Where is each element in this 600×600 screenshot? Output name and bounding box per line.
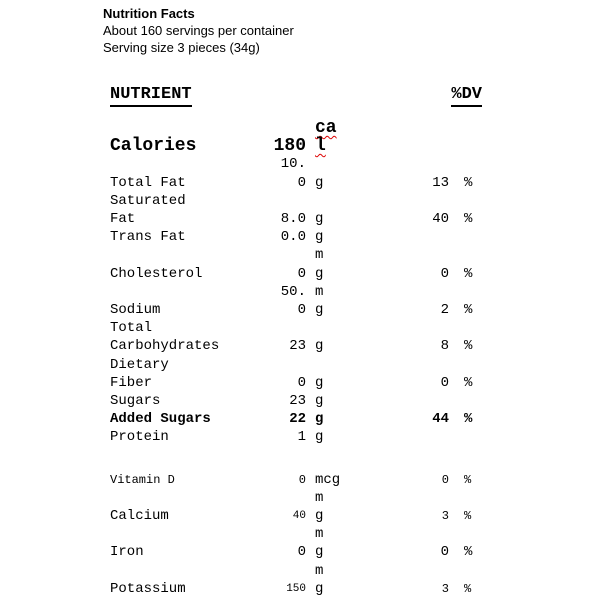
nutrient-name-cell (110, 319, 270, 355)
nutrient-table (110, 86, 482, 598)
percent-sign-text: % (464, 509, 472, 524)
percent-sign-cell (464, 265, 482, 283)
dv-cell (357, 337, 449, 355)
column-dv-header: %DV (451, 86, 482, 107)
percent-sign-text: % (464, 338, 473, 355)
amount-cell-text: 50. (280, 283, 306, 300)
dv-cell (357, 471, 449, 489)
amount-cell-text: 0.0 (280, 229, 306, 246)
nutrient-name-cell (110, 392, 270, 410)
amount-cell-text: 0 (297, 374, 306, 391)
nutrient-name-cell (110, 580, 270, 598)
percent-sign-cell (464, 580, 482, 598)
percent-sign-cell (464, 210, 482, 228)
dv-cell (357, 301, 449, 319)
dv-cell (357, 580, 449, 598)
nutrient-name-cell-text: Dietary (110, 356, 169, 373)
percent-sign-cell (464, 337, 482, 355)
nutrient-name-cell-text: Total Fat (110, 174, 186, 191)
percent-sign-text: % (464, 374, 473, 391)
unit-cell-text: mcg (315, 471, 341, 488)
unit-cell (315, 392, 357, 410)
amount-cell (270, 392, 306, 410)
nutrient-name-cell-text: Sugars (110, 393, 161, 410)
nutrient-name-cell-text: Total (110, 320, 153, 337)
amount-cell-text: 0 (297, 302, 306, 319)
unit-cell-text: l (315, 136, 326, 157)
nutrient-name-cell (110, 137, 270, 155)
serving-size-line: Serving size 3 pieces (34g) (103, 40, 260, 55)
amount-cell-text: 0 (297, 265, 306, 282)
amount-cell-text: 0 (297, 544, 306, 561)
amount-cell (270, 210, 306, 228)
table-row (110, 192, 482, 228)
unit-cell (315, 410, 357, 428)
unit-cell (315, 174, 357, 192)
unit-cell-text: g (315, 174, 324, 191)
nutrient-name-cell (110, 543, 270, 561)
percent-sign-text: % (464, 544, 473, 561)
doc-header (0, 0, 600, 56)
nutrient-name-cell-text: Fat (110, 211, 136, 228)
percent-sign-cell (464, 410, 482, 428)
percent-sign-cell (464, 374, 482, 392)
dv-cell (357, 410, 449, 428)
nutrient-name-cell (110, 192, 270, 228)
nutrient-name-cell-text: Fiber (110, 374, 153, 391)
table-row (110, 562, 482, 598)
percent-sign-text: % (464, 265, 473, 282)
nutrient-name-cell (110, 301, 270, 319)
dv-cell-text: 2 (440, 302, 449, 319)
nutrient-name-cell-text: Saturated (110, 192, 186, 209)
nutrient-name-cell-text: Potassium (110, 580, 186, 597)
unit-cell (315, 283, 357, 319)
amount-cell-text: 10. (280, 156, 306, 173)
amount-cell-text: 180 (273, 136, 306, 157)
amount-cell (270, 283, 306, 319)
table-row (110, 356, 482, 392)
unit-cell (315, 337, 357, 355)
dv-cell-text: 8 (440, 338, 449, 355)
nutrient-name-cell-text: Iron (110, 544, 144, 561)
dv-cell-text: 3 (441, 581, 449, 596)
table-row (110, 525, 482, 561)
unit-cell (315, 246, 357, 282)
nutrient-name-cell (110, 410, 270, 428)
unit-cell (315, 428, 357, 446)
nutrient-name-cell-text: Protein (110, 429, 169, 446)
dv-cell (357, 265, 449, 283)
percent-sign-cell (464, 543, 482, 561)
nutrient-name-cell-text: Added Sugars (110, 411, 211, 428)
table-row (110, 471, 482, 489)
amount-cell-text: 8.0 (280, 211, 306, 228)
unit-cell (315, 525, 357, 561)
percent-sign-text: % (464, 581, 472, 596)
dv-cell (357, 210, 449, 228)
unit-cell (315, 210, 357, 228)
nutrient-name-cell-text: Carbohydrates (110, 338, 220, 355)
table-row (110, 410, 482, 428)
amount-cell-text: 1 (297, 429, 306, 446)
table-header-row (110, 86, 482, 107)
amount-cell-text: 40 (292, 510, 306, 523)
percent-sign-cell (464, 174, 482, 192)
nutrient-name-cell-text: Sodium (110, 302, 161, 319)
amount-cell-text: 23 (289, 393, 306, 410)
unit-cell-text: g (315, 429, 324, 446)
unit-cell-text: m (315, 562, 324, 579)
dv-cell (357, 507, 449, 525)
table-row (110, 155, 482, 191)
amount-cell-text: 22 (289, 411, 306, 428)
percent-sign-text: % (464, 174, 473, 191)
unit-cell-text: g (315, 211, 324, 228)
amount-cell-text: 0 (297, 174, 306, 191)
amount-cell (270, 337, 306, 355)
unit-cell-text: m (315, 526, 324, 543)
unit-cell (315, 471, 357, 489)
nutrient-name-cell (110, 471, 270, 489)
table-row (110, 489, 482, 525)
unit-cell-text: m (315, 283, 324, 300)
amount-cell (270, 580, 306, 598)
amount-cell (270, 471, 306, 489)
table-row (110, 283, 482, 319)
amount-cell (270, 543, 306, 561)
percent-sign-text: % (464, 472, 472, 487)
nutrient-table-body (110, 119, 482, 598)
table-row (110, 392, 482, 410)
dv-cell (357, 374, 449, 392)
amount-cell (270, 265, 306, 283)
amount-cell (270, 428, 306, 446)
amount-cell (270, 137, 306, 155)
dv-cell (357, 543, 449, 561)
nutrient-name-cell-text: Calcium (110, 508, 169, 525)
nutrient-name-cell-text: Trans Fat (110, 229, 186, 246)
amount-cell (270, 507, 306, 525)
unit-cell-text: g (315, 411, 324, 428)
amount-cell-text: 23 (289, 338, 306, 355)
amount-cell (270, 228, 306, 246)
nutrient-name-cell (110, 356, 270, 392)
column-nutrient-header: NUTRIENT (110, 86, 192, 107)
servings-per-container-line: About 160 servings per container (103, 23, 294, 38)
dv-cell-text: 0 (440, 544, 449, 561)
amount-cell (270, 410, 306, 428)
percent-sign-text: % (464, 411, 473, 428)
unit-cell (315, 374, 357, 392)
table-row (110, 119, 482, 155)
nutrient-name-cell (110, 174, 270, 192)
percent-sign-cell (464, 507, 482, 525)
percent-sign-cell (464, 471, 482, 489)
unit-cell-text: g (315, 374, 324, 391)
unit-cell-text: g (315, 393, 324, 410)
dv-cell-text: 0 (440, 374, 449, 391)
unit-cell-text: g (315, 544, 324, 561)
unit-cell-text: m (315, 247, 324, 264)
nutrient-name-cell (110, 265, 270, 283)
unit-cell-text: g (315, 229, 324, 246)
percent-sign-text: % (464, 302, 473, 319)
table-row (110, 246, 482, 282)
dv-cell (357, 174, 449, 192)
unit-cell (315, 119, 357, 155)
table-row (110, 228, 482, 246)
dv-cell-text: 40 (432, 211, 449, 228)
unit-cell (315, 489, 357, 525)
nutrient-name-cell-text: Vitamin D (110, 472, 175, 487)
dv-cell-text: 0 (440, 265, 449, 282)
amount-cell (270, 155, 306, 191)
unit-cell-text: g (315, 508, 324, 525)
dv-cell-text: 44 (432, 411, 449, 428)
nutrient-name-cell (110, 507, 270, 525)
nutrient-name-cell (110, 228, 270, 246)
table-row (110, 319, 482, 355)
unit-cell-text: g (315, 302, 324, 319)
unit-cell (315, 562, 357, 598)
amount-cell-text: 0 (298, 472, 306, 487)
unit-cell-text: ca (315, 118, 337, 138)
percent-sign-text: % (464, 211, 473, 228)
unit-cell-text: m (315, 489, 324, 506)
nutrient-name-cell-text: Calories (110, 136, 197, 157)
dv-cell-text: 13 (432, 174, 449, 191)
amount-cell (270, 374, 306, 392)
amount-cell-text: 150 (286, 582, 306, 595)
unit-cell-text: g (315, 338, 324, 355)
unit-cell-text: g (315, 265, 324, 282)
nutrition-facts-title: Nutrition Facts (103, 6, 195, 21)
unit-cell-text: g (315, 580, 324, 597)
nutrient-name-cell-text: Cholesterol (110, 265, 203, 282)
nutrient-name-cell (110, 428, 270, 446)
percent-sign-cell (464, 301, 482, 319)
table-row (110, 428, 482, 446)
dv-cell-text: 3 (441, 509, 449, 524)
unit-cell (315, 228, 357, 246)
dv-cell-text: 0 (441, 472, 449, 487)
